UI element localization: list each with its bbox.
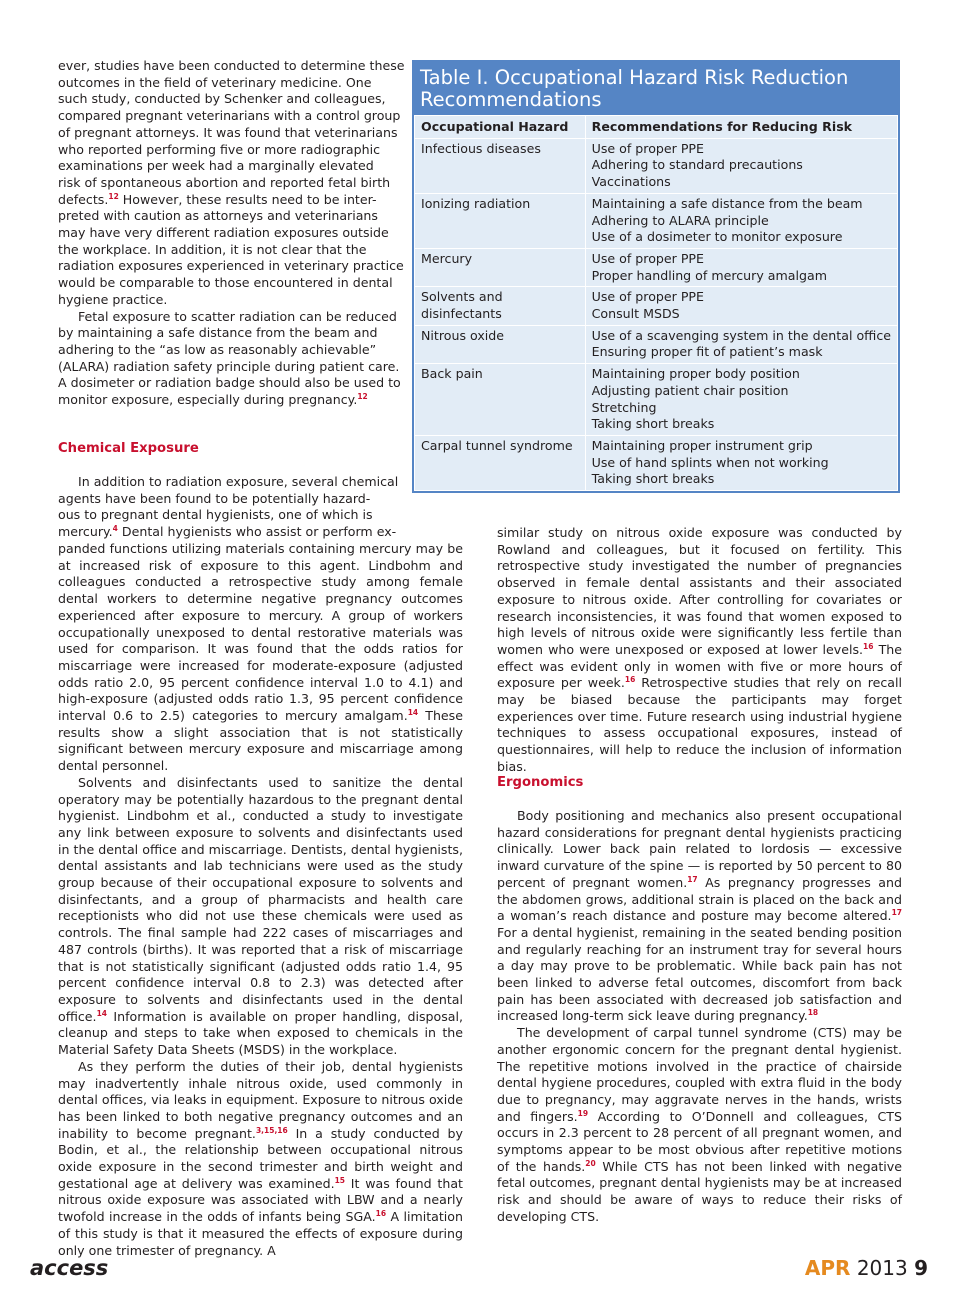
reference-marker: 17 [891, 908, 902, 918]
issue-month: APR [804, 1256, 851, 1280]
text-line [58, 192, 398, 209]
table-row [415, 287, 898, 325]
section-heading-ergonomics: Ergonomics [497, 775, 584, 790]
text-line [58, 392, 398, 409]
text-line: Fetal exposure to scatter radiation can be reduced [78, 308, 397, 324]
text-line: adhering to the “as low as reasonably achievable” [58, 341, 377, 357]
table-header-row [415, 116, 898, 139]
recommendation: Proper handling of mercury amalgam [591, 267, 827, 283]
text-line: In addition to radiation exposure, several chemical [78, 474, 399, 489]
text-run: Retrospective studies that rely on recall may be biased because the participants may forget experiences over time. Future research using industrial hygiene techniques to assess occupational exposures, instead of questionnaires, will help to reduce the inclusion of information bias. [497, 675, 902, 774]
reference-marker: 16 [863, 641, 874, 651]
text-run: Solvents and disinfectants used to sanitize the dental operatory may be potentially hazardous to the pregnant dental hygienist. Lindbohm et al., conducted a study to investigate any link between exposure to solvents and disinfectants used in the dental office and miscarriage. Dentists, dental hygienists, dental assistants and lab technicians were used as the study group because of their occupational exposure to solvents and disinfectants, and a group of pharmacists and health care receptionists who did not use these chemicals were used as controls. The final sample had 222 cases of miscarriages and 487 controls (births). It was reported that a risk of miscarriage that is not statistically significant (adjusted odds ratio 1.4, 95 percent confidence interval 0.8 to 2.3) was detected after exposure to solvents and disinfectants used in the dental office. [58, 774, 463, 1024]
table-title: Table I. Occupational Hazard Risk Reduction Recommendations [414, 62, 898, 115]
text-run: It was found that nitrous oxide exposure was associated with LBW and a nearly twofold increase in the odds of infants being SGA. [58, 1175, 463, 1225]
recommendation: Use of a scavenging system in the dental office [591, 327, 891, 343]
text-line: outcomes in the field of veterinary medicine. One [58, 74, 372, 90]
recommendation: Maintaining proper instrument grip [591, 437, 813, 453]
issue-year: 2013 [856, 1256, 908, 1280]
text-line: A dosimeter or radiation badge should also be used to [58, 375, 401, 391]
table-row [415, 325, 898, 363]
text-line: by maintaining a safe distance from the beam and [58, 325, 378, 341]
recommendation: Adhering to standard precautions [591, 157, 803, 173]
reference-marker: 4 [112, 524, 118, 534]
text-line: who reported performing five or more radiographic [58, 141, 380, 157]
hazard-cell: Ionizing radiation [415, 193, 586, 248]
text-run: A limitation of this study is that it measured the effects of exposure during only one trimester of pregnancy. A [58, 1209, 463, 1258]
chemical-intro-text [58, 474, 398, 541]
paragraph-carpal-tunnel [497, 1025, 902, 1225]
reference-marker: 14 [96, 1008, 107, 1018]
text-run: However, these results need to be inter- [118, 191, 377, 207]
text-run: As pregnancy progresses and the abdomen grows, additional strain is placed on the back and a woman’s reach distance and posture may become altered. [497, 874, 902, 924]
recommendations-cell [585, 364, 897, 436]
text-run: The effect was evident only in women with five or more hours of exposure per week. [497, 641, 902, 691]
left-column-top-text [58, 58, 405, 409]
left-column-body [58, 541, 463, 1259]
recommendation: Consult MSDS [591, 306, 680, 322]
reference-marker: 12 [357, 392, 368, 402]
table-row [415, 248, 898, 286]
hazard-cell: Carpal tunnel syndrome [415, 435, 586, 490]
text-run: Dental hygienists who assist or perform ex- [117, 524, 397, 540]
reference-marker: 16 [375, 1209, 387, 1219]
text-run: As they perform the duties of their job, dental hygienists may inadvertently inhale nitrous oxide, used commonly in dental offices, via leaks in equipment. Exposure to nitrous oxide has been linked to both negative pregnancy outcomes and an inability to become pregnant. [58, 1058, 463, 1141]
paragraph-solvents [58, 775, 463, 1059]
text-run: According to O’Donnell and colleagues, CTS occurs in 2.3 percent to 28 percent of all pregnant women, and symptoms appear to be most obvious after repetitive motions of the hands. [497, 1108, 902, 1174]
text-line: examinations per week had a marginally elevated [58, 158, 374, 174]
recommendation: Adhering to ALARA principle [591, 212, 769, 228]
text-run: These results show a slight association that is not statistically significant between mercury exposure and miscarriage among dental personnel. [58, 708, 463, 774]
hazard-cell: Solvents and disinfectants [415, 287, 586, 325]
text-run: While CTS has not been linked with negative fetal outcomes, pregnant dental hygienists may be at increased risk and should be aware of ways to reduce their risks of developing CTS. [497, 1158, 902, 1224]
text-line: such study, conducted by Schenker and colleagues, [58, 91, 386, 107]
reference-marker: 18 [807, 1008, 819, 1018]
text-run: The development of carpal tunnel syndrome (CTS) may be another ergonomic concern for the pregnant dental hygienist. The repetitive motions involved in the practice of chairside dental hygiene procedures, coupled with extra fluid in the body due to pregnancy, may aggravate nerves in the hands, wrists and fingers. [497, 1025, 902, 1124]
text-line: would be comparable to those encountered in dental [58, 275, 393, 291]
table-row [415, 138, 898, 193]
text-run: Body positioning and mechanics also present occupational hazard considerations for pregnant dental hygienists practicing clinically. Lower back pain related to lordosis — excessive inward curvature of the spine — is reported by 50 percent to 80 percent of pregnant women. [497, 808, 902, 890]
section-heading-chemical-exposure: Chemical Exposure [58, 441, 199, 456]
paragraph-back-pain [497, 808, 902, 1025]
recommendation: Maintaining a safe distance from the beam [591, 195, 863, 211]
column-header-recommendations: Recommendations for Reducing Risk [585, 116, 897, 139]
reference-marker: 15 [334, 1175, 346, 1185]
recommendations-cell [585, 325, 897, 363]
recommendation: Use of proper PPE [591, 289, 704, 305]
right-column-body-top [497, 525, 902, 776]
recommendation: Maintaining proper body position [591, 366, 800, 382]
text-line: hygiene practice. [58, 291, 168, 307]
hazard-cell: Back pain [415, 364, 586, 436]
recommendation: Stretching [591, 399, 657, 415]
publication-brand: access [30, 1256, 109, 1280]
reference-marker: 16 [624, 675, 636, 685]
hazard-cell: Mercury [415, 248, 586, 286]
reference-marker: 19 [577, 1108, 589, 1118]
recommendation: Taking short breaks [591, 416, 715, 432]
reference-marker: 14 [407, 708, 419, 718]
text-run: similar study on nitrous oxide exposure was conducted by Rowland and colleagues, but it focused on fertility. This retrospective study investigated the number of pregnancies observed in female dental assistants and their associated exposure to nitrous oxide. After controlling for covariates or research inconsistencies, it was found that women exposed to high levels of nitrous oxide were significantly less fertile than women who were unexposed or exposed at lower levels. [497, 525, 902, 657]
recommendation: Use of hand splints when not working [591, 454, 829, 470]
table-row [415, 364, 898, 436]
column-header-hazard: Occupational Hazard [415, 116, 586, 139]
paragraph-nitrous-oxide [58, 1059, 463, 1259]
hazard-cell: Infectious diseases [415, 138, 586, 193]
paragraph-rowland-study [497, 525, 902, 776]
recommendation: Ensuring proper fit of patient’s mask [591, 344, 823, 360]
recommendation: Vaccinations [591, 174, 671, 190]
text-line: radiation exposures experienced in veterinary practice [58, 258, 404, 274]
text-run: defects. [58, 191, 109, 207]
footer-issue-info [805, 1256, 928, 1280]
text-run: mercury. [58, 524, 113, 540]
text-run: Information is available on proper handling, disposal, cleanup and steps to take when exposed to chemicals in the Material Safety Data Sheets (MSDS) in the workplace. [58, 1008, 463, 1058]
hazard-table-container [412, 60, 900, 493]
hazard-cell: Nitrous oxide [415, 325, 586, 363]
text-run: For a dental hygienist, remaining in the seated bending position and regularly reaching for an instrument tray for several hours a day may prove to be problematic. While back pain has not been linked to adverse fetal outcomes, discomfort from back pain has been associated with decreased job satisfaction and increased long-term sick leave during pregnancy. [497, 924, 902, 1024]
recommendation: Use of proper PPE [591, 140, 704, 156]
reference-marker: 3,15,16 [255, 1125, 288, 1135]
recommendations-cell [585, 193, 897, 248]
text-line: of pregnant attorneys. It was found that veterinarians [58, 124, 398, 140]
text-line: (ALARA) radiation safety principle during patient care. [58, 358, 400, 374]
text-line: may have very different radiation exposures outside [58, 225, 389, 241]
text-run: In a study conducted by Bodin, et al., the relationship between occupational nitrous oxide exposure in the second trimester and birth weight and gestational age at delivery was examined. [58, 1125, 463, 1191]
text-line: agents have been found to be potentially hazard- [58, 490, 371, 506]
hazard-table [414, 115, 898, 491]
paragraph-mercury [58, 541, 463, 775]
text-line [58, 524, 398, 541]
reference-marker: 12 [108, 191, 119, 201]
text-line: ous to pregnant dental hygienists, one of which is [58, 507, 373, 523]
right-column-body-ergonomics [497, 808, 902, 1226]
text-line: the workplace. In addition, it is not clear that the [58, 241, 367, 257]
recommendations-cell [585, 287, 897, 325]
recommendations-cell [585, 138, 897, 193]
text-run: monitor exposure, especially during pregnancy. [58, 392, 358, 408]
text-line: compared pregnant veterinarians with a control group [58, 108, 401, 124]
reference-marker: 20 [585, 1158, 596, 1168]
recommendations-cell [585, 248, 897, 286]
reference-marker: 17 [687, 874, 698, 884]
recommendation: Use of proper PPE [591, 250, 704, 266]
recommendation: Use of a dosimeter to monitor exposure [591, 229, 843, 245]
recommendation: Taking short breaks [591, 471, 715, 487]
text-line: preted with caution as attorneys and veterinarians [58, 208, 378, 224]
text-line: ever, studies have been conducted to determine these [58, 58, 405, 73]
table-row [415, 193, 898, 248]
page-number: 9 [914, 1256, 928, 1280]
text-line: risk of spontaneous abortion and reported fetal birth [58, 174, 391, 190]
recommendations-cell [585, 435, 897, 490]
recommendation: Adjusting patient chair position [591, 382, 789, 398]
text-run: panded functions utilizing materials containing mercury may be at increased risk of exposure to this agent. Lindbohm and colleagues conducted a retrospective study among female dental workers to determine negative pregnancy outcomes experienced after exposure to mercury. A group of workers occupationally unexposed to dental restorative materials was used for comparison. It was found that the odds ratios for miscarriage were increased for moderate-exposure (adjusted odds ratio 2.0, 95 percent confidence interval 1.0 to 4.1) and high-exposure (adjusted odds ratio 1.3, 95 percent confidence interval 0.6 to 2.5) categories to mercury amalgam. [58, 541, 463, 724]
table-row [415, 435, 898, 490]
